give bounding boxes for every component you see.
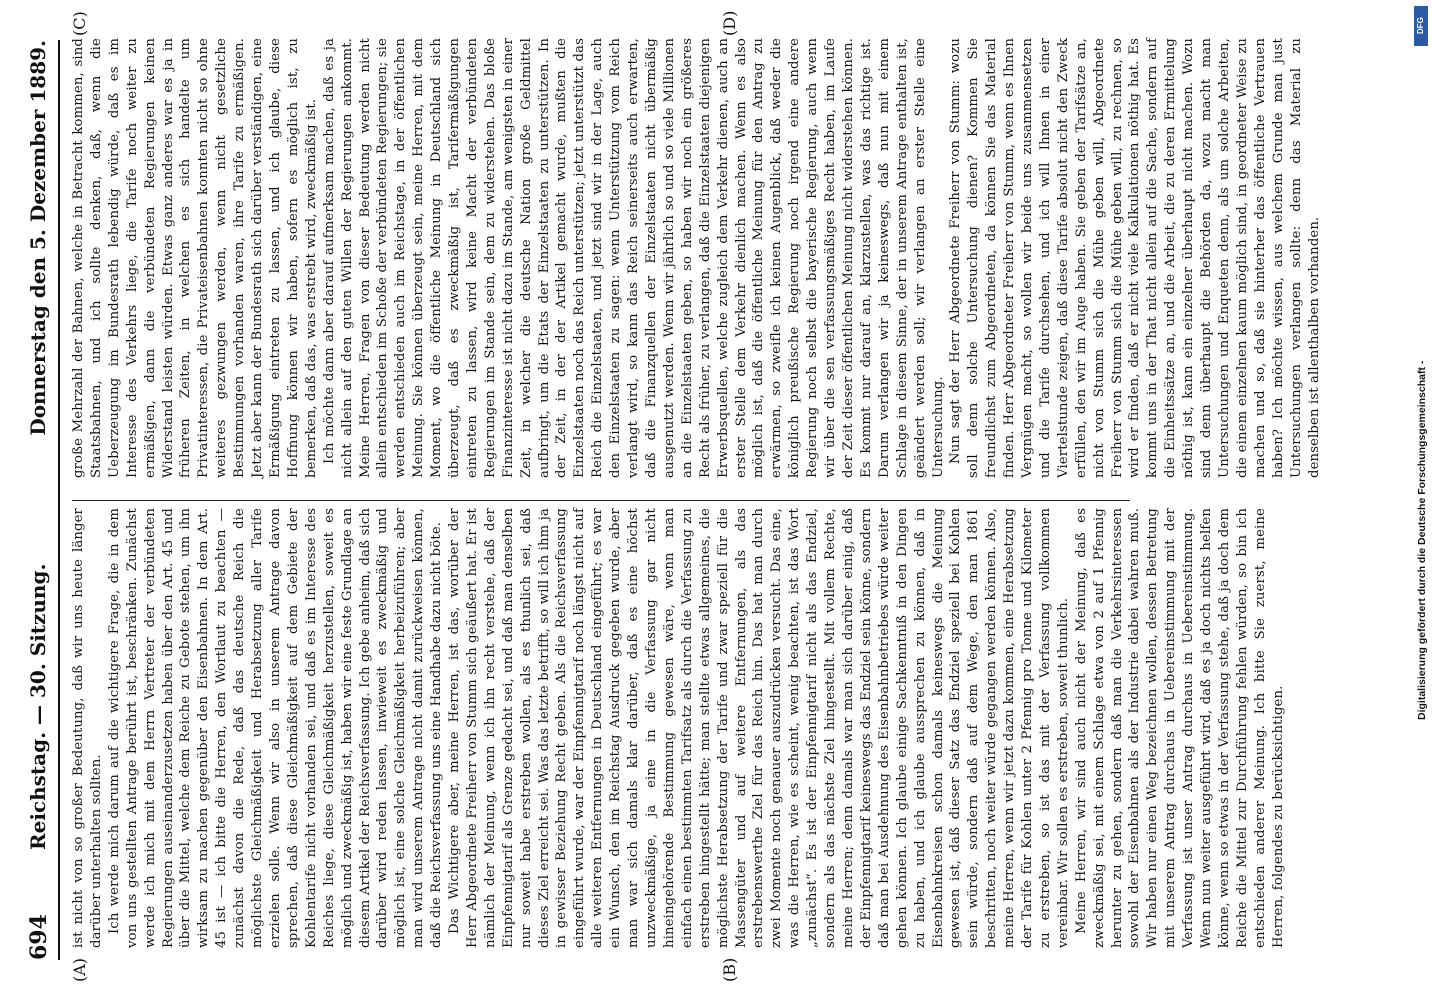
paragraph: Ich möchte dann aber darauf aufmerksam machen, daß es ja nicht allein auf den guten Willen der Regierungen ankommt. Meine Herren, Fragen von dieser Bedeutung werden nicht allein entschieden im Schoße der verbündeten Regierungen; sie werden entschieden auch im Reichstage, in der öffentlichen Meinung. Sie können überzeugt sein, meine Herren, mit dem Moment, wo die öffentliche Meinung in Deutschland sich überzeugt, daß es zweckmäßig ist, Tarifermäßigungen eintreten zu lassen, wird keine Macht der verbündeten Regierungen im Stande sein, dem zu widerstehen. Das bloße Finanzinteresse ist nicht dazu im Stande, am wenigsten in einer Zeit, in welcher die deutsche Nation große Geldmittel aufbringt, um die Etats der Einzelstaaten zu unterstützen. In der Zeit, in der der Artikel gemacht wurde, mußten die Einzelstaaten noch das Reich unterstützen; jetzt unterstützt das Reich die Einzelstaaten, und jetzt sind wir in der Lage, auch den Einzelstaaten zu sagen: wenn Unterstützung vom Reich verlangt wird, so kann das Reich seinerseits auch erwarten, daß die Finanzquellen der Einzelstaaten nicht übermäßig ausgenutzt werden. Wenn wir jährlich so und so viele Millionen an die Einzelstaaten geben, so haben wir noch ein größeres Recht als früher, zu verlangen, daß die Einzelstaaten diejenigen Erwerbsquellen, welche zugleich dem Verkehr dienen, auch an erster Stelle dem Verkehr dienlich machen. Wenn es also möglich ist, daß die öffentliche Meinung für den Antrag zu erwärmen, so zweifle ich keinen Augenblick, daß weder die königlich preußische Regierung noch irgend eine andere Regierung noch selbst die bayerische Regierung, auch wenn wir über die sen verfassungsmäßiges Recht haben, im Laufe der Zeit dieser öffentlichen Meinung nicht widerstehen können. Es kommt nur darauf an, klarzustellen, was das richtige ist. Darum verlangen wir ja keineswegs, daß nun mit einem Schlage in diesem Sinne, der in unserem Antrage enthalten ist, geändert werden soll; wir verlangen an erster Stelle eine Untersuchung. (321, 38, 946, 478)
page-header (18, 40, 60, 960)
paragraph: große Mehrzahl der Bahnen, welche in Betracht kommen, sind Staatsbahnen, und ich sollte denken, daß, wenn die Ueberzeugung im Bundesrath lebendig würde, daß es im Interesse des Verkehrs liege, die Tarife noch weiter zu ermäßigen, dann die verbündeten Regierungen keinen Widerstand leisten würden. Etwas ganz anderes war es ja in früheren Zeiten, in welchen es sich handelte um Privatinteressen, die Privateisenbahnen konnten nicht so ohne weiteres gezwungen werden, wenn nicht gesetzliche Bestimmungen vorhanden waren, ihre Tarife zu ermäßigen. Jetzt aber kann der Bundesrath sich darüber verständigen, eine Ermäßigung eintreten zu lassen, und ich glaube, diese Hoffnung können wir haben, sofern es möglich ist, zu bemerken, daß das, was erstrebt wird, zweckmäßig ist. (71, 38, 319, 478)
paragraph: ist nicht von so großer Bedeutung, daß wir uns heute länger darüber unterhalten sollten. (71, 508, 104, 948)
right-column (70, 38, 1322, 478)
paragraph: Nun sagt der Herr Abgeordnete Freiherr von Stumm: wozu soll denn solche Untersuchung dienen? Kommen Sie freundlichst zum Abgeordneten, da können Sie das Material finden. Herr Abgeordneter Freiherr von Stumm, wenn es Ihnen Vergnügen macht, so wollen wir beide uns zusammensetzen und die Tarife durchsehen, und ich will Ihnen in einer Viertelstunde zeigen, daß diese Tarife absolut nicht den Zweck erfüllen, den wir im Auge haben. Sie geben der Tarifsätze an, nicht von Stumm sich die Mühe geben will, Abgeordnete Freiherr von Stumm sich die Mühe geben will, zu rechnen, so wird er finden, daß er nicht viele Kalkulationen nöthig hat. Es kommt uns in der That nicht allein auf die Sache, sondern auf die Einheitssätze an, und die Arbeit, die zu deren Ermittelung nöthig ist, kann ein einzelner überhaupt nicht machen. Wozu sind denn überhaupt die Behörden da, wozu macht man Untersuchungen und Enqueten denn, als um solche Arbeiten, die einem einzelnen kaum möglich sind, in geordneter Weise zu machen und so, daß sie hinterher das öffentliche Vertrauen haben? Ich möchte wissen, aus welchem Grunde man just Untersuchungen verlangen sollte: denn das Material zu denselben ist allenthalben vorhanden. (948, 38, 1322, 478)
left-column (70, 508, 1286, 948)
margin-letter-a: (A) (70, 957, 89, 982)
margin-letter-b: (B) (720, 957, 739, 982)
margin-letter-c: (C) (70, 11, 89, 36)
dfg-logo: DFG (1414, 6, 1428, 46)
paragraph: Das Wichtigere aber, meine Herren, ist das, worüber der Herr Abgeordnete Freiherr von Stumm sich geäußert hat. Er ist nämlich der Meinung, wenn ich ihn recht verstehe, daß der Einpfennigtarif als Grenze gedacht sei, und daß man denselben nur soweit habe erstreben wollen, als es thunlich sei, daß dieses Ziel erreicht sei. Was das letzte betrifft, so will ich ihm ja in gewisser Beziehung Recht geben. Als die Reichsverfassung eingeführt wurde, war der Einpfennigtarif noch längst nicht auf alle weiteren Entfernungen in Deutschland eingeführt; es war ein Wunsch, den im Reichstag Ausdruck gegeben wurde, aber man war sich damals klar darüber, daß es eine höchst unzweckmäßige, ja eine in die Verfassung gar nicht hineingehörende Bestimmung gewesen wäre, wenn man einfach einen bestimmten Tarifsatz als durch die Verfassung zu erstreben hingestellt hätte; man stellte etwas allgemeines, die möglichste Herabsetzung der Tarife und zwar speziell für die Massengüter und auf weitere Entfernungen, als das erstrebenswerthe Ziel für das Reich hin. Das hat man durch zwei Momente noch genauer auszudrücken versucht. Das eine, was die Herren, wie es scheint, wenig beachten, ist das Wort „zunächst“. Es ist der Einpfennigtarif nicht als das Endziel, sondern als das nächste Ziel hingestellt. Mit vollem Rechte, meine Herren; denn damals war man sich darüber einig, daß der Einpfennigtarif keineswegs das Endziel sein könne, sondern daß man bei Ausdehnung des Eisenbahnbetriebes würde weiter gehen können. Ich glaube einige Sachkenntniß in den Dingen zu haben, und ich glaube aussprechen zu können, daß in Eisenbahnkreisen schon damals keineswegs die Meinung gewesen ist, daß dieser Satz das Endziel speziell bei Kohlen sein würde, sondern daß auf dem Wege, den man 1861 beschritten, noch weiter würde gegangen werden können. Also, meine Herren, wenn wir jetzt dazu kommen, eine Herabsetzung der Tarife für Kohlen unter 2 Pfennig pro Tonne und Kilometer zu erstreben, so ist das mit der Verfassung vollkommen vereinbar. Wir sollen es erstreben, soweit thunlich. (447, 508, 1071, 948)
session-title: Reichstag. — 30. Sitzung. (26, 563, 50, 850)
paragraph: Meine Herren, wir sind auch nicht der Meinung, daß es zweckmäßig sei, mit einem Schlage etwa von 2 auf 1 Pfennig herunter zu gehen, sondern daß man die Verkehrsinteressen sowohl der Eisenbahnen als der Industrie dabei wahren muß. Wir haben nur einen Weg bezeichnen wollen, dessen Betretung mit unserem Antrag durchaus in Uebereinstimmung mit der Verfassung ist unser Antrag durchaus in Uebereinstimmung. Wenn nun weiter ausgeführt wird, daß es ja doch nichts helfen könne, wenn so etwas in der Verfassung stehe, daß ja doch dem Reiche die Mittel zur Durchführung fehlen würden, so bin ich entschieden anderer Meinung. Ich bitte Sie zuerst, meine Herren, folgendes zu berücksichtigen. (1073, 508, 1286, 948)
paragraph: Ich werde mich darum auf die wichtigere Frage, die in dem von uns gestellten Antrage berührt ist, beschränken. Zunächst werde ich mich mit dem Herrn Vertreter der verbündeten Regierungen auseinanderzusetzen haben über den Art. 45 und über die Mittel, welche dem Reiche zu Gebote stehen, um ihn wirksam zu machen gegenüber den Eisenbahnen. In dem Art. 45 ist — ich bitte die Herren, den Wortlaut zu beachten — zunächst davon die Rede, daß das deutsche Reich die möglichste Gleichmäßigkeit und Herabsetzung aller Tarife erzielen solle. Wenn wir also in unserem Antrage davon sprechen, daß diese Gleichmäßigkeit auf dem Gebiete der Kohlentarife nicht vorhanden sei, und daß es im Interesse des Reiches liege, diese Gleichmäßigkeit herzustellen, soweit es möglich und zweckmäßig ist, haben wir eine feste Grundlage an diesem Artikel der Reichsverfassung. Ich gebe anheim, daß sich darüber wird reden lassen, inwieweit es zweckmäßig und möglich ist, eine solche Gleichmäßigkeit herbeizuführen; aber man wird unserem Antrage nicht damit zurückweisen können, daß die Reichsverfassung uns eine Handhabe dazu nicht böte. (106, 508, 445, 948)
column-divider (72, 500, 1130, 501)
margin-letter-d: (D) (720, 10, 739, 36)
page-number: 694 (26, 914, 52, 960)
digitization-credit: Digitalisierung gefördert durch die Deutsche Forschungsgemeinschaft - (1416, 360, 1428, 720)
session-date: Donnerstag den 5. Dezember 1889. (26, 40, 50, 436)
